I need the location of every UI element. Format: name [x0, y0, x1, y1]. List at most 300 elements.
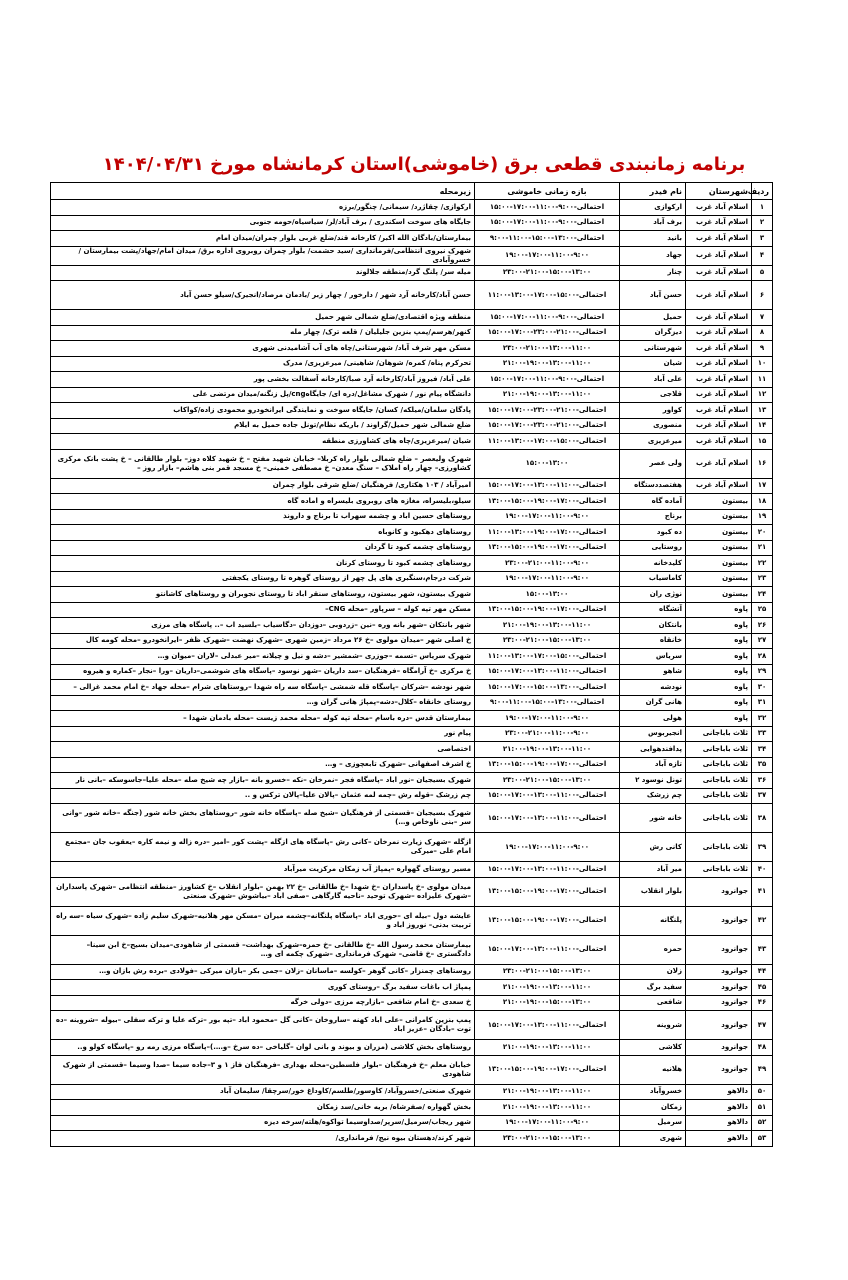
table-row [51, 833, 773, 862]
city-cell: اسلام آباد غرب [686, 372, 752, 388]
feeder-cell: کاماسیاب [620, 571, 686, 587]
feeder-cell: هولی [620, 711, 686, 727]
page-title: برنامه زمانبندی قطعی برق (خاموشی)استان کرمانشاه مورخ ۱۴۰۴/۰۴/۳۱ [102, 154, 746, 175]
city-cell: جوانرود [686, 980, 752, 996]
area-cell: جایگاه های سوخت اسکندری / برف آباد/لر/ سیاسیاه/حومه جنوبی [51, 215, 475, 231]
city-cell: اسلام آباد غرب [686, 265, 752, 281]
time-cell: احتمالی-۹:۰۰-۱۱:۰۰-۱۷:۰۰-۱۵:۰۰ [475, 200, 620, 216]
feeder-cell: شیان [620, 356, 686, 372]
city-cell: پاوه [686, 649, 752, 665]
table-row [51, 1055, 773, 1084]
table-row [51, 246, 773, 265]
row-number: ۳۰ [752, 680, 773, 696]
table-row [51, 862, 773, 878]
city-cell: پاوه [686, 695, 752, 711]
feeder-cell: سرمیل [620, 1115, 686, 1131]
city-cell: ثلاث باباجانی [686, 742, 752, 758]
time-cell: احتمالی-۹:۰۰-۱۱:۰۰-۱۷:۰۰-۱۵:۰۰ [475, 372, 620, 388]
city-cell: جوانرود [686, 877, 752, 906]
feeder-cell: ولی عصر [620, 449, 686, 478]
table-row [51, 449, 773, 478]
table-row [51, 906, 773, 935]
city-cell: پاوه [686, 602, 752, 618]
table-row [51, 418, 773, 434]
feeder-cell: حمزه [620, 935, 686, 964]
table-row [51, 602, 773, 618]
area-cell: چم زرشک –قوله رش –چمه لمه عثمان –پالان علیا–پالان ترکس و .. [51, 788, 475, 804]
area-cell: سیلو،بلیسراه، مغازه های روبروی بلیسراه و اماده گاه [51, 494, 475, 510]
area-cell: شهر نودشه –شرکان –پاسگاه قله شمشی –پاسگاه سه راه شهدا –روستاهای شرام –محله جهاد –خ امام محمد غزالی – [51, 680, 475, 696]
feeder-cell: خسروآباد [620, 1084, 686, 1100]
area-cell: شهرک نیروی انتظامی/فرمانداری /سید حشمت/ بلوار چمران روبروی اداره برق/ میدان امام/جهاد/پشت بیمارستان / خسروآبادی [51, 246, 475, 265]
table-row [51, 726, 773, 742]
feeder-cell: زمکان [620, 1100, 686, 1116]
time-cell: ۱۵:۰۰-۱۳:۰۰ [475, 449, 620, 478]
area-cell: منطقه ویژه اقتصادی/ضلع شمالی شهر حمیل [51, 310, 475, 326]
time-cell: ۲۳:۰۰-۲۱:۰۰-۱۱:۰۰-۹:۰۰ [475, 556, 620, 572]
table-row [51, 618, 773, 634]
city-cell: اسلام آباد غرب [686, 325, 752, 341]
table-row [51, 540, 773, 556]
row-number: ۴۰ [752, 862, 773, 878]
area-cell: شهر ریجاب/سرمیل/سرپر/صداوسیما تواکوه/هلته/سرخه دیزه [51, 1115, 475, 1131]
feeder-cell: شافعی [620, 995, 686, 1011]
row-number: ۴۳ [752, 935, 773, 964]
city-cell: ثلاث باباجانی [686, 862, 752, 878]
time-cell: ۲۳:۰۰-۲۱:۰۰-۱۵:۰۰-۱۳:۰۰ [475, 633, 620, 649]
feeder-cell: منصوری [620, 418, 686, 434]
city-cell: ثلاث باباجانی [686, 788, 752, 804]
feeder-cell: کانی رش [620, 833, 686, 862]
time-cell: احتمالی-۱۷:۰۰-۱۹:۰۰-۱۵:۰۰-۱۳:۰۰ [475, 757, 620, 773]
area-cell: شهرک ولیعصر – ضلع شمالی بلوار راه کربلا– خیابان شهید مفتح – خ شهید کلاه دوز– بلوار طالقانی – خ پشت بانک مرکزی کشاورزی– چهار راه املاک – سنگ معدن– خ مصطفی خمینی– خ مسجد قمر بنی هاشم– بازار روز – [51, 449, 475, 478]
time-cell: احتمالی-۱۷:۰۰-۱۹:۰۰-۱۵:۰۰-۱۳:۰۰ [475, 602, 620, 618]
city-cell: اسلام آباد غرب [686, 403, 752, 419]
row-number: ۱۱ [752, 372, 773, 388]
row-number: ۲۳ [752, 571, 773, 587]
area-cell: مسکن مهر تپه کوله – سرپاور –محله CNG– [51, 602, 475, 618]
table-row [51, 387, 773, 403]
table-row [51, 310, 773, 326]
time-cell: احتمالی-۱۷:۰۰-۱۹:۰۰-۱۵:۰۰-۱۳:۰۰ [475, 540, 620, 556]
row-number: ۴۲ [752, 906, 773, 935]
row-number: ۲۵ [752, 602, 773, 618]
row-number: ۳۱ [752, 695, 773, 711]
time-cell: ۲۱:۰۰-۱۹:۰۰-۱۳:۰۰-۱۱:۰۰ [475, 1100, 620, 1116]
feeder-cell: خانه شور [620, 804, 686, 833]
city-cell: اسلام آباد غرب [686, 200, 752, 216]
feeder-cell: انجیربوس [620, 726, 686, 742]
time-cell: احتمالی-۲۱:۰۰-۲۳:۰۰-۱۷:۰۰-۱۵:۰۰ [475, 325, 620, 341]
row-number: ۲۴ [752, 587, 773, 603]
feeder-cell: هانی گران [620, 695, 686, 711]
area-cell: پادگان سلمان/میلکه/ کسان/ جایگاه سوخت و نمایندگی ایرانخودرو محمودی زاده/کواکاب [51, 403, 475, 419]
area-cell: پمپاژ اب باغات سفید برگ –روستای کوری [51, 980, 475, 996]
row-number: ۴۸ [752, 1040, 773, 1056]
table-row [51, 265, 773, 281]
header-feeder: نام فیدر [620, 183, 686, 200]
city-cell: اسلام آباد غرب [686, 449, 752, 478]
table-row [51, 434, 773, 450]
area-cell: شهرک بسیجیان –نور اباد –پاسگاه فجر –نمرخان –نکه –خسرو بانه –بازار چه شیخ صله –محله علیا–جاسوسکه –بانی نار [51, 773, 475, 789]
row-number: ۱۳ [752, 403, 773, 419]
feeder-cell: حسن آباد [620, 281, 686, 310]
feeder-cell: میر آباد [620, 862, 686, 878]
row-number: ۴۱ [752, 877, 773, 906]
table-row [51, 341, 773, 357]
city-cell: بیستون [686, 556, 752, 572]
row-number: ۲۹ [752, 664, 773, 680]
row-number: ۴۹ [752, 1055, 773, 1084]
city-cell: جوانرود [686, 906, 752, 935]
time-cell: ۲۱:۰۰-۱۹:۰۰-۱۳:۰۰-۱۱:۰۰ [475, 1040, 620, 1056]
row-number: ۲۷ [752, 633, 773, 649]
feeder-cell: هلانیه [620, 1055, 686, 1084]
feeder-cell: سفید برگ [620, 980, 686, 996]
city-cell: جوانرود [686, 1055, 752, 1084]
row-number: ۳۵ [752, 757, 773, 773]
time-cell: ۲۳:۰۰-۲۱:۰۰-۱۵:۰۰-۱۳:۰۰ [475, 265, 620, 281]
row-number: ۶ [752, 281, 773, 310]
city-cell: پاوه [686, 633, 752, 649]
feeder-cell: آماده گاه [620, 494, 686, 510]
time-cell: ۲۳:۰۰-۲۱:۰۰-۱۵:۰۰-۱۳:۰۰ [475, 773, 620, 789]
area-cell: ازگله –شهرک زیارت نمرخان –کانی رش –پاسگاه های ازگله –پشت کور –امیر –دره زاله و نیمه کاره –یعقوب جان –مجتمع امام علی –میرکی [51, 833, 475, 862]
area-cell: شهرک سریاس –تسمه –جوزری –شمشیر –دشه و نیل و چیلانه –میر عبدلی –لاران –میوان و… [51, 649, 475, 665]
area-cell: بیمارستان/بادگان الله اکبر/ کارخانه قند/ضلع غربی بلوار چمران/میدان امام [51, 231, 475, 247]
area-cell: روستاهای چشمه کبود تا گردان [51, 540, 475, 556]
feeder-cell: شروینه [620, 1011, 686, 1040]
table-row [51, 281, 773, 310]
feeder-cell: خانقاه [620, 633, 686, 649]
feeder-cell: جهاد [620, 246, 686, 265]
table-row [51, 804, 773, 833]
header-time: بازه زمانی خاموشی [475, 183, 620, 200]
row-number: ۵ [752, 265, 773, 281]
table-row [51, 935, 773, 964]
time-cell: ۱۵:۰۰-۱۳:۰۰ [475, 587, 620, 603]
table-row [51, 356, 773, 372]
row-number: ۵۲ [752, 1115, 773, 1131]
time-cell: احتمالی-۹:۰۰-۱۱:۰۰-۱۷:۰۰-۱۵:۰۰ [475, 310, 620, 326]
city-cell: اسلام آباد غرب [686, 387, 752, 403]
time-cell: احتمالی-۱۱:۰۰-۱۳:۰۰-۱۷:۰۰-۱۵:۰۰ [475, 935, 620, 964]
feeder-cell: کواور [620, 403, 686, 419]
time-cell: احتمالی-۱۱:۰۰-۱۳:۰۰-۱۷:۰۰-۱۵:۰۰ [475, 1011, 620, 1040]
time-cell: احتمالی-۱۷:۰۰-۱۹:۰۰-۱۵:۰۰-۱۳:۰۰ [475, 1055, 620, 1084]
city-cell: اسلام آباد غرب [686, 231, 752, 247]
row-number: ۳۸ [752, 804, 773, 833]
time-cell: ۲۱:۰۰-۱۹:۰۰-۱۳:۰۰-۱۱:۰۰ [475, 618, 620, 634]
city-cell: دالاهو [686, 1100, 752, 1116]
feeder-cell: روستایی [620, 540, 686, 556]
table-row [51, 587, 773, 603]
time-cell: ۲۳:۰۰-۲۱:۰۰-۱۵:۰۰-۱۳:۰۰ [475, 964, 620, 980]
row-number: ۳۴ [752, 742, 773, 758]
city-cell: اسلام آباد غرب [686, 310, 752, 326]
table-row [51, 1011, 773, 1040]
table-row [51, 995, 773, 1011]
time-cell: احتمالی-۱۱:۰۰-۱۳:۰۰-۱۷:۰۰-۱۵:۰۰ [475, 862, 620, 878]
table-row [51, 964, 773, 980]
time-cell: ۱۹:۰۰-۱۷:۰۰-۱۱:۰۰-۹:۰۰ [475, 509, 620, 525]
time-cell: احتمالی-۱۱:۰۰-۱۳:۰۰-۱۷:۰۰-۱۵:۰۰ [475, 788, 620, 804]
area-cell: اختصاصی [51, 742, 475, 758]
table-row [51, 200, 773, 216]
city-cell: ثلاث باباجانی [686, 726, 752, 742]
table-row [51, 788, 773, 804]
time-cell: ۲۱:۰۰-۱۹:۰۰-۱۳:۰۰-۱۱:۰۰ [475, 356, 620, 372]
table-row [51, 509, 773, 525]
area-cell: مسیر روستای گهواره –پمپاژ آب زمکان مرکزیت میرآباد [51, 862, 475, 878]
time-cell: ۲۳:۰۰-۲۱:۰۰-۱۵:۰۰-۱۳:۰۰ [475, 1131, 620, 1147]
feeder-cell: زلان [620, 964, 686, 980]
area-cell: حسن آباد/کارخانه آرد شهر / دارخور / چهار زبر /بادمان مرصاد/انجیرک/سیلو حسن آباد [51, 281, 475, 310]
area-cell: پمپ بنزین کامرانی –علی اباد کهنه –ساروخان –کانی گل –محمود اباد –تپه بور –ترکه علیا و ترکه سفلی –بیوله –شروینه –ده توت –بادگان –عزیز اباد [51, 1011, 475, 1040]
area-cell: روستاهای چمنزار –کانی گوهر –کولسه –ماسانان –زلان –جمی بکر –بازان میرکی –فولادی –برده رش بازان و… [51, 964, 475, 980]
feeder-cell: تازه آباد [620, 757, 686, 773]
row-number: ۱۹ [752, 509, 773, 525]
table-row [51, 664, 773, 680]
row-number: ۴۴ [752, 964, 773, 980]
table-row [51, 231, 773, 247]
table-row [51, 1100, 773, 1116]
feeder-cell: کلیدخانه [620, 556, 686, 572]
time-cell: ۱۹:۰۰-۱۷:۰۰-۱۱:۰۰-۹:۰۰ [475, 833, 620, 862]
table-row [51, 494, 773, 510]
row-number: ۲۰ [752, 525, 773, 541]
feeder-cell: برناج [620, 509, 686, 525]
area-cell: خ اشرف اصفهانی –شهرک تابعچوزی – و… [51, 757, 475, 773]
time-cell: احتمالی-۱۵:۰۰-۱۷:۰۰-۱۳:۰۰-۱۱:۰۰ [475, 649, 620, 665]
feeder-cell: چم زرشک [620, 788, 686, 804]
feeder-cell: برف آباد [620, 215, 686, 231]
table-row [51, 372, 773, 388]
table-row [51, 742, 773, 758]
area-cell: پیام نور [51, 726, 475, 742]
area-cell: روستای خانقاه –کلال–دشه–پمپاژ هانی گران و… [51, 695, 475, 711]
time-cell: ۱۹:۰۰-۱۷:۰۰-۱۱:۰۰-۹:۰۰ [475, 571, 620, 587]
feeder-cell: پلنگانه [620, 906, 686, 935]
feeder-cell: نوژی ران [620, 587, 686, 603]
header-city: شهرستان [686, 183, 752, 200]
row-number: ۳۷ [752, 788, 773, 804]
city-cell: اسلام آباد غرب [686, 281, 752, 310]
area-cell: خیابان معلم –خ فرهنگیان –بلوار فلسطین–محله بهداری –فرهنگیان فاز ۱ و ۳–جاده سیما –صدا وسیما –قسمتی از شهرک شاهودی [51, 1055, 475, 1084]
table-row [51, 478, 773, 494]
row-number: ۱۴ [752, 418, 773, 434]
city-cell: اسلام آباد غرب [686, 418, 752, 434]
row-number: ۹ [752, 341, 773, 357]
city-cell: بیستون [686, 540, 752, 556]
table-row [51, 711, 773, 727]
city-cell: دالاهو [686, 1115, 752, 1131]
feeder-cell: حمیل [620, 310, 686, 326]
city-cell: ثلاث باباجانی [686, 804, 752, 833]
city-cell: ثلاث باباجانی [686, 773, 752, 789]
feeder-cell: ارکوازی [620, 200, 686, 216]
feeder-cell: بانتکان [620, 618, 686, 634]
row-number: ۴۵ [752, 980, 773, 996]
time-cell: احتمالی-۱۳:۰۰-۱۵:۰۰-۱۱:۰۰-۹:۰۰ [475, 231, 620, 247]
time-cell: احتمالی-۱۷:۰۰-۱۹:۰۰-۱۵:۰۰-۱۳:۰۰ [475, 877, 620, 906]
city-cell: جوانرود [686, 995, 752, 1011]
area-cell: شهرک بیستون، شهر بیستون، روستاهای سنقر اباد تا روستای نجوبران و روستاهای کاشانتو [51, 587, 475, 603]
row-number: ۲۶ [752, 618, 773, 634]
area-cell: کنهر/هرسم/پمپ بنزین جلیلیان / قلعه ترک/ چهار مله [51, 325, 475, 341]
time-cell: احتمالی-۱۱:۰۰-۱۳:۰۰-۱۷:۰۰-۱۵:۰۰ [475, 664, 620, 680]
row-number: ۱۲ [752, 387, 773, 403]
time-cell: ۱۹:۰۰-۱۷:۰۰-۱۱:۰۰-۹:۰۰ [475, 711, 620, 727]
area-cell: روستاهای چشمه کبود تا روستای کرنان [51, 556, 475, 572]
feeder-cell: سریاس [620, 649, 686, 665]
table-row [51, 680, 773, 696]
row-number: ۱۸ [752, 494, 773, 510]
table-row [51, 1115, 773, 1131]
row-number: ۳۶ [752, 773, 773, 789]
row-number: ۱۵ [752, 434, 773, 450]
table-row [51, 215, 773, 231]
table-row [51, 556, 773, 572]
time-cell: ۲۱:۰۰-۱۹:۰۰-۱۳:۰۰-۱۱:۰۰ [475, 1084, 620, 1100]
table-row [51, 757, 773, 773]
city-cell: بیستون [686, 571, 752, 587]
row-number: ۵۳ [752, 1131, 773, 1147]
time-cell: ۲۱:۰۰-۱۹:۰۰-۱۳:۰۰-۱۱:۰۰ [475, 742, 620, 758]
row-number: ۷ [752, 310, 773, 326]
area-cell: شهر کرند/دهستان بیوه نیج/ فرمانداری/ [51, 1131, 475, 1147]
feeder-cell: شاهو [620, 664, 686, 680]
city-cell: جوانرود [686, 1040, 752, 1056]
time-cell: ۱۹:۰۰-۱۷:۰۰-۱۱:۰۰-۹:۰۰ [475, 246, 620, 265]
row-number: ۲۱ [752, 540, 773, 556]
row-number: ۵۰ [752, 1084, 773, 1100]
area-cell: علی آباد/ فیروز آباد/کارخانه آرد صبا/کارخانه آسفالت بخشی پور [51, 372, 475, 388]
time-cell: احتمالی-۱۷:۰۰-۱۹:۰۰-۱۵:۰۰-۱۳:۰۰ [475, 906, 620, 935]
time-cell: احتمالی-۲۱:۰۰-۲۳:۰۰-۱۷:۰۰-۱۵:۰۰ [475, 418, 620, 434]
time-cell: احتمالی-۱۳:۰۰-۱۵:۰۰-۱۷:۰۰-۱۵:۰۰ [475, 680, 620, 696]
area-cell: بخش گهواره /صفرشاه/ بریه خانی/سد زمکان [51, 1100, 475, 1116]
table-row [51, 571, 773, 587]
city-cell: پاوه [686, 664, 752, 680]
area-cell: روستاهای بخش کلاشی (مزران و بیوند و بانی لوان –گلیاخی –ده سرخ –و….)–پاسگاه مرزی رمه رو –پاسگاه کولو و.. [51, 1040, 475, 1056]
table-row [51, 773, 773, 789]
city-cell: اسلام آباد غرب [686, 356, 752, 372]
table-body [51, 200, 773, 1147]
time-cell: ۲۳:۰۰-۲۱:۰۰-۱۳:۰۰-۱۱:۰۰ [475, 341, 620, 357]
time-cell: ۲۱:۰۰-۱۹:۰۰-۱۵:۰۰-۱۳:۰۰ [475, 995, 620, 1011]
time-cell: احتمالی-۱۵:۰۰-۱۷:۰۰-۱۳:۰۰-۱۱:۰۰ [475, 281, 620, 310]
city-cell: پاوه [686, 711, 752, 727]
city-cell: بیستون [686, 494, 752, 510]
time-cell: ۲۳:۰۰-۲۱:۰۰-۱۱:۰۰-۹:۰۰ [475, 726, 620, 742]
feeder-cell: قلاجی [620, 387, 686, 403]
time-cell: احتمالی-۱۷:۰۰-۱۹:۰۰-۱۳:۰۰-۱۱:۰۰ [475, 525, 620, 541]
area-cell: ضلع شمالی شهر حمیل/گراوند / باریکه نظام/تونل جاده حمیل به ایلام [51, 418, 475, 434]
area-cell: خ سعدی –خ امام شافعی –بازارچه مرزی –دولی خرگه [51, 995, 475, 1011]
area-cell: میدان مولوی –خ پاسداران –خ شهدا –خ طالقانی –خ ۲۲ بهمن –بلوار انقلاب –خ کشاورز –منطقه انتظامی –شهرک پاسداران –شهرک علیزاده –شهرک توحید –ناحیه گارگاهی –صفی اباد –بیاشوش –شهرک صنعتی [51, 877, 475, 906]
area-cell: ارکوازی/ چقاژرد/ سیمانی/ چنگور/برزه [51, 200, 475, 216]
area-cell: شهرک بسیجیان –قسمتی از فرهنگیان –شیخ صله –پاسگاه خانه شور –روستاهای بخش خانه شور (جنگه –خانه شور –وانی سر –بنی ناوخاص و…) [51, 804, 475, 833]
row-number: ۳۹ [752, 833, 773, 862]
time-cell: احتمالی-۲۱:۰۰-۲۳:۰۰-۱۷:۰۰-۱۵:۰۰ [475, 403, 620, 419]
feeder-cell: علی آباد [620, 372, 686, 388]
time-cell: احتمالی-۱۷:۰۰-۱۹:۰۰-۱۵:۰۰-۱۳:۰۰ [475, 494, 620, 510]
feeder-cell: پدافندهوایی [620, 742, 686, 758]
city-cell: بیستون [686, 525, 752, 541]
area-cell: روستاهای دهکبود و کانوباه [51, 525, 475, 541]
row-number: ۱۷ [752, 478, 773, 494]
row-number: ۴ [752, 246, 773, 265]
feeder-cell: تونل نوسود ۲ [620, 773, 686, 789]
area-cell: تحرکرم پناه/ کمره/ شوهان/ شاهینی/ میرعزیزی/ مدرک [51, 356, 475, 372]
table-row [51, 649, 773, 665]
table-row [51, 980, 773, 996]
area-cell: بیمارستان محمد رسول الله –خ طالقانی –خ حمزه–شهرک بهداشت– قسمتی از شاهودی–میدان بسیج–خ ابن سینا–دادگستری –خ قاضی– شهرک فرمانداری –شهرک چکمه ای و… [51, 935, 475, 964]
area-cell: شیان /میرعزیزی/چاه های کشاورزی منطقه [51, 434, 475, 450]
row-number: ۵۱ [752, 1100, 773, 1116]
table-row [51, 525, 773, 541]
city-cell: دالاهو [686, 1084, 752, 1100]
feeder-cell: شهرستانی [620, 341, 686, 357]
area-cell: مسکن مهر شرف آباد/ شهرستانی/چاه های آب آشامیدنی شهری [51, 341, 475, 357]
time-cell: ۲۱:۰۰-۱۹:۰۰-۱۳:۰۰-۱۱:۰۰ [475, 980, 620, 996]
table-row [51, 633, 773, 649]
area-cell: امیرآباد / ۱۰۳ هکتاری/ فرهنگیان /ضلع شرقی بلوار چمران [51, 478, 475, 494]
feeder-cell: بلوار انقلاب [620, 877, 686, 906]
area-cell: شرکت درجام،سنگبری های پل چهر از روستای گوهره تا روستای یکجفتی [51, 571, 475, 587]
city-cell: پاوه [686, 680, 752, 696]
table-row [51, 1084, 773, 1100]
area-cell: شهرک صنعتی/خسروآباد/ کاوسور/طلسم/کاوداغ خور/سرچقا/ سلیمان آباد [51, 1084, 475, 1100]
city-cell: اسلام آباد غرب [686, 215, 752, 231]
time-cell: ۱۹:۰۰-۱۷:۰۰-۱۱:۰۰-۹:۰۰ [475, 1115, 620, 1131]
feeder-cell: چنار [620, 265, 686, 281]
feeder-cell: کلاشی [620, 1040, 686, 1056]
header-area: زیرمحله [51, 183, 475, 200]
outage-schedule-table [50, 182, 773, 1147]
city-cell: اسلام آباد غرب [686, 478, 752, 494]
city-cell: بیستون [686, 587, 752, 603]
city-cell: بیستون [686, 509, 752, 525]
row-number: ۱۶ [752, 449, 773, 478]
area-cell: بیمارستان قدس –دره باسام –محله تپه کوله –محله محمد زیست –محله بادمان شهدا – [51, 711, 475, 727]
feeder-cell: شهری [620, 1131, 686, 1147]
time-cell: ۲۱:۰۰-۱۹:۰۰-۱۳:۰۰-۱۱:۰۰ [475, 387, 620, 403]
table-row [51, 695, 773, 711]
city-cell: جوانرود [686, 935, 752, 964]
row-number: ۳۳ [752, 726, 773, 742]
feeder-cell: آتشگاه [620, 602, 686, 618]
city-cell: ثلاث باباجانی [686, 833, 752, 862]
time-cell: احتمالی-۹:۰۰-۱۱:۰۰-۱۷:۰۰-۱۵:۰۰ [475, 215, 620, 231]
city-cell: جوانرود [686, 1011, 752, 1040]
row-number: ۲۸ [752, 649, 773, 665]
city-cell: اسلام آباد غرب [686, 341, 752, 357]
row-number: ۲ [752, 215, 773, 231]
feeder-cell: دیزگران [620, 325, 686, 341]
feeder-cell: نودشه [620, 680, 686, 696]
area-cell: روستاهای حسین اباد و چشمه سهراب تا برناج و دارونذ [51, 509, 475, 525]
header-num: ردیف [752, 183, 773, 200]
time-cell: احتمالی-۱۳:۰۰-۱۵:۰۰-۱۱:۰۰-۹:۰۰ [475, 695, 620, 711]
time-cell: احتمالی-۱۱:۰۰-۱۳:۰۰-۱۷:۰۰-۱۵:۰۰ [475, 478, 620, 494]
row-number: ۱۰ [752, 356, 773, 372]
feeder-cell: بانید [620, 231, 686, 247]
city-cell: جوانرود [686, 964, 752, 980]
row-number: ۸ [752, 325, 773, 341]
time-cell: احتمالی-۱۵:۰۰-۱۷:۰۰-۱۳:۰۰-۱۱:۰۰ [475, 434, 620, 450]
